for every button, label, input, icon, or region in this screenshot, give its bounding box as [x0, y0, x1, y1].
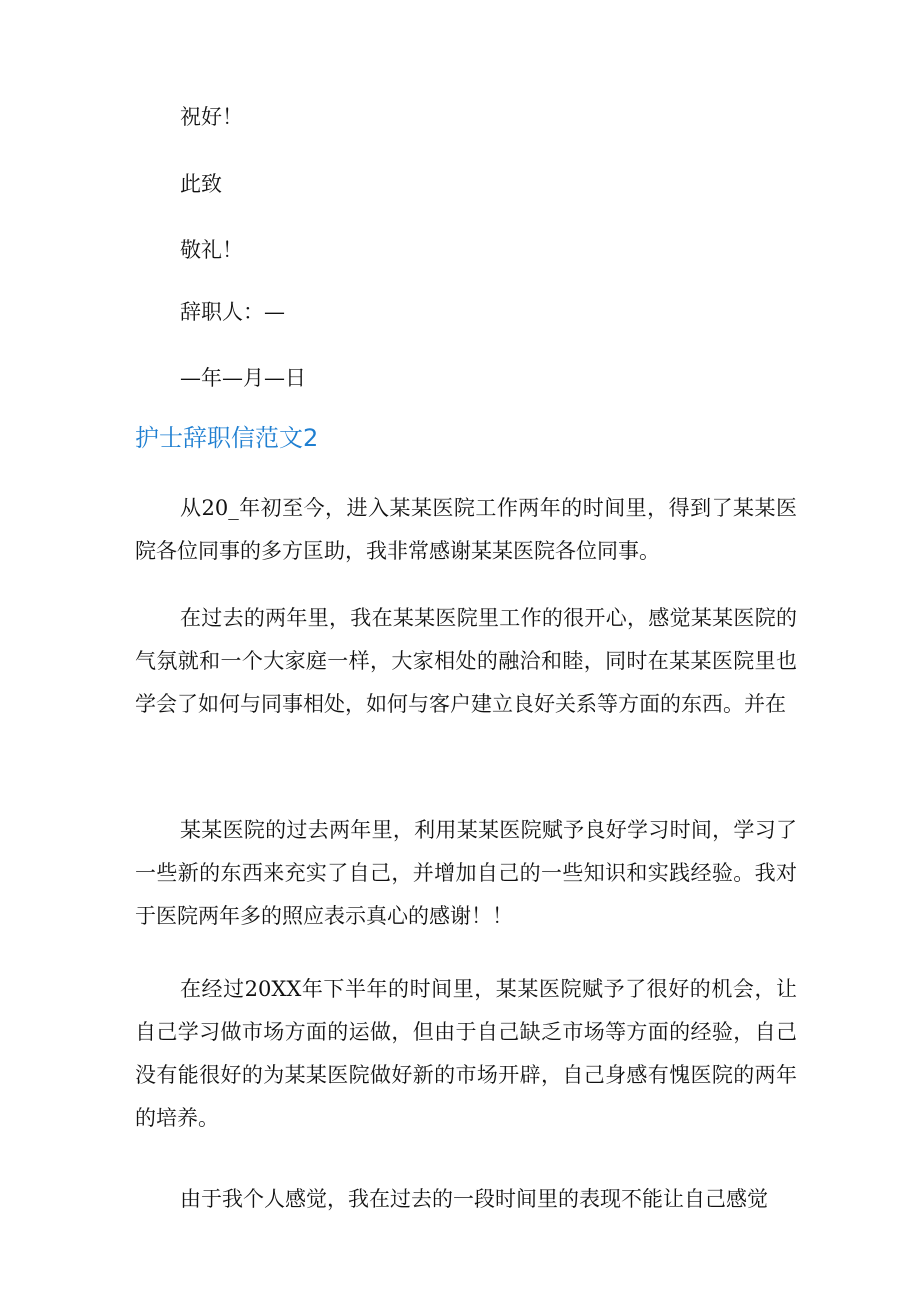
closing-salutation: 此致	[180, 172, 222, 196]
date-line: —年—月—日	[180, 366, 306, 390]
section-title: 护士辞职信范文2	[135, 424, 319, 452]
closing-regards: 祝好！	[180, 105, 243, 129]
paragraph-3: 某某医院的过去两年里，利用某某医院赋予良好学习时间，学习了一些新的东西来充实了自己，并增加自己的一些知识和实践经验。我对于医院两年多的照应表示真心的感谢！！	[135, 818, 797, 928]
signer-line: 辞职人：—	[180, 300, 285, 324]
paragraph-5: 由于我个人感觉，我在过去的一段时间里的表现不能让自己感觉	[180, 1187, 768, 1211]
closing-respect: 敬礼！	[180, 238, 243, 262]
paragraph-2: 在过去的两年里，我在某某医院里工作的很开心，感觉某某医院的气氛就和一个大家庭一样，大家相处的融洽和睦，同时在某某医院里也学会了如何与同事相处，如何与客户建立良好关系等方面的东西。并在	[135, 606, 797, 716]
paragraph-4: 在经过20XX年下半年的时间里，某某医院赋予了很好的机会，让自己学习做市场方面的运做，但由于自己缺乏市场等方面的经验，自己没有能很好的为某某医院做好新的市场开辟，自己身感有愧医院的两年的培养。	[135, 977, 797, 1130]
paragraph-1: 从20_年初至今，进入某某医院工作两年的时间里，得到了某某医院各位同事的多方匡助，我非常感谢某某医院各位同事。	[135, 496, 797, 563]
